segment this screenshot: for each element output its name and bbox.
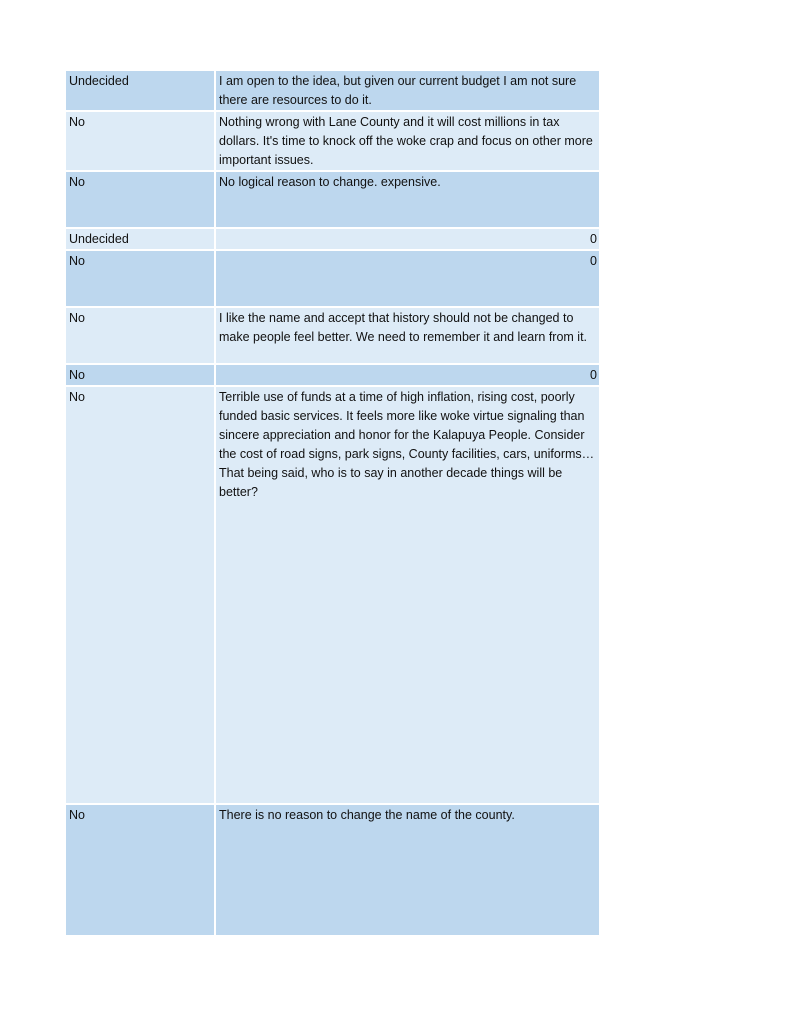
comment-cell: I like the name and accept that history should not be changed to make people feel better. We need to remember it and learn from it. <box>215 307 599 364</box>
comment-cell: No logical reason to change. expensive. <box>215 171 599 228</box>
comment-cell: 0 <box>215 250 599 307</box>
comment-cell: There is no reason to change the name of the county. <box>215 804 599 936</box>
table-row <box>66 804 599 936</box>
comment-cell: 0 <box>215 364 599 386</box>
table-row <box>66 111 599 171</box>
response-cell: No <box>66 386 215 804</box>
table-row <box>66 171 599 228</box>
table-row <box>66 307 599 364</box>
survey-responses-table <box>66 71 599 937</box>
comment-cell: 0 <box>215 228 599 250</box>
comment-cell: Terrible use of funds at a time of high inflation, rising cost, poorly funded basic services. It feels more like woke virtue signaling than sincere appreciation and honor for the Kalapuya People. Consider the cost of road signs, park signs, County facilities, cars, uniforms… That being said, who is to say in another decade things will be better? <box>215 386 599 804</box>
table-row <box>66 364 599 386</box>
table-row <box>66 386 599 804</box>
response-cell: Undecided <box>66 71 215 111</box>
table-row <box>66 250 599 307</box>
table-row <box>66 228 599 250</box>
response-cell: No <box>66 364 215 386</box>
response-cell: Undecided <box>66 228 215 250</box>
response-cell: No <box>66 804 215 936</box>
response-cell: No <box>66 111 215 171</box>
table-row <box>66 71 599 111</box>
response-cell: No <box>66 171 215 228</box>
response-cell: No <box>66 250 215 307</box>
response-cell: No <box>66 307 215 364</box>
comment-cell: Nothing wrong with Lane County and it will cost millions in tax dollars. It's time to knock off the woke crap and focus on other more important issues. <box>215 111 599 171</box>
comment-cell: I am open to the idea, but given our current budget I am not sure there are resources to do it. <box>215 71 599 111</box>
